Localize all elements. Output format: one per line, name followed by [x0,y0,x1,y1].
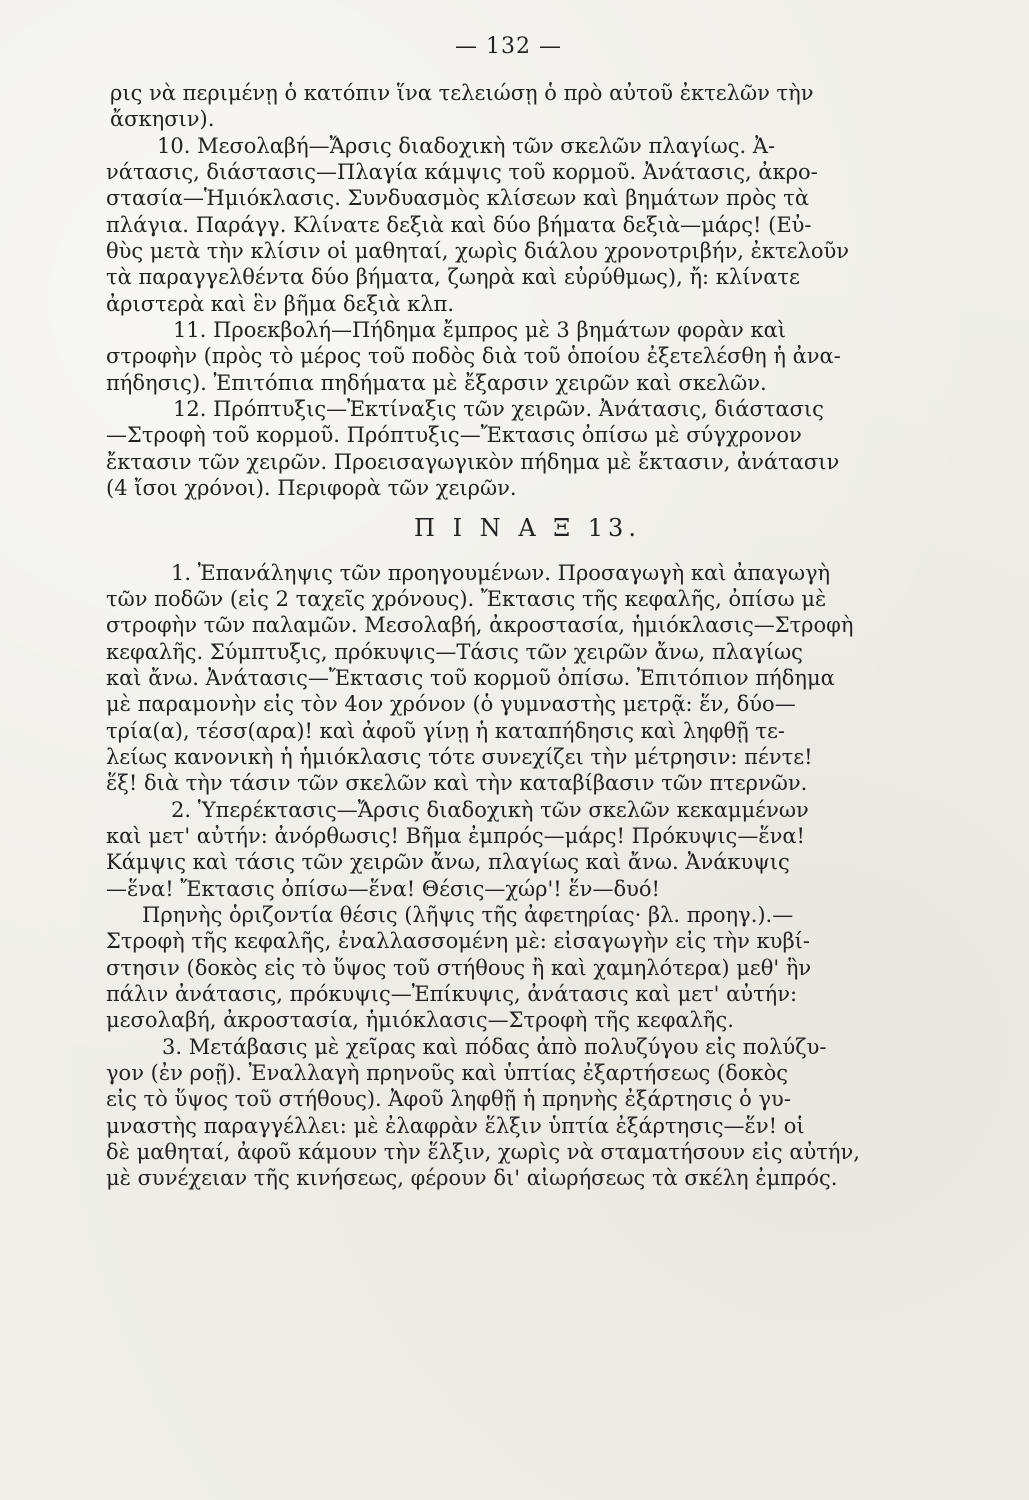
text-line-section-10: 2. Ὑπερέκτασις—Ἄρσις διαδοχικὴ τῶν σκελῶν κεκαμμένων [171,797,809,822]
text-line-section-06: μὲ παραμονὴν εἰς τὸν 4ον χρόνον (ὁ γυμναστὴς μετρᾷ: ἕν, δύο— [106,692,796,717]
text-line-intro-09: ἀριστερὰ καὶ ἓν βῆμα δεξιὰ κλπ. [106,291,455,316]
text-line-intro-10: 11. Προεκβολή—Πήδημα ἔμπρος μὲ 3 βημάτων φορὰν καὶ [173,318,787,343]
section-text-block [106,560,911,1192]
text-line-section-03: στροφὴν τῶν παλαμῶν. Μεσολαβή, ἀκροστασία, ἡμιόκλασις—Στροφὴ [106,613,854,638]
intro-text-block [106,80,911,502]
text-line-intro-04: νάτασις, διάστασις—Πλαγία κάμψις τοῦ κορμοῦ. Ἀνάτασις, ἀκρο- [106,160,818,185]
text-line-section-09: ἕξ! διὰ τὴν τάσιν τῶν σκελῶν καὶ τὴν καταβίβασιν τῶν πτερνῶν. [106,771,808,796]
text-line-intro-15: ἔκτασιν τῶν χειρῶν. Προεισαγωγικὸν πήδημα μὲ ἔκτασιν, ἀνάτασιν [106,449,840,474]
text-line-section-11: καὶ μετ' αὐτήν: ἀνόρθωσις! Βῆμα ἐμπρός—μάρς! Πρόκυψις—ἕνα! [106,823,805,848]
text-line-section-07: τρία(α), τέσσ(αρα)! καὶ ἀφοῦ γίνῃ ἡ καταπήδησις καὶ ληφθῇ τε- [106,718,785,743]
text-line-intro-13: 12. Πρόπτυξις—Ἐκτίναξις τῶν χειρῶν. Ἀνάτασις, διάστασις [173,397,824,422]
text-line-intro-05: στασία—Ἡμιόκλασις. Συνδυασμὸς κλίσεων καὶ βημάτων πρὸς τὰ [106,186,809,211]
text-line-section-05: καὶ ἄνω. Ἀνάτασις—Ἔκτασις τοῦ κορμοῦ ὀπίσω. Ἐπιτόπιον πήδημα [106,665,835,690]
text-line-section-13: —ἕνα! Ἔκτασις ὀπίσω—ἕνα! Θέσις—χώρ'! ἕν—δυό! [106,876,660,901]
text-line-intro-06: πλάγια. Παράγγ. Κλίνατε δεξιὰ καὶ δύο βήματα δεξιὰ—μάρς! (Εὐ- [106,212,812,237]
text-line-section-12: Κάμψις καὶ τάσις τῶν χειρῶν ἄνω, πλαγίως καὶ ἄνω. Ἀνάκυψις [106,850,790,875]
text-line-intro-12: πήδησις). Ἐπιτόπια πηδήματα μὲ ἔξαρσιν χειρῶν καὶ σκελῶν. [106,370,767,395]
section-title: Π Ι Ν Α Ξ 13. [414,513,641,542]
text-line-section-23: δὲ μαθηταί, ἀφοῦ κάμουν τὴν ἕλξιν, χωρὶς νὰ σταματήσουν εἰς αὐτήν, [106,1140,860,1165]
text-line-intro-16: (4 ἴσοι χρόνοι). Περιφορὰ τῶν χειρῶν. [106,476,517,501]
text-line-section-17: πάλιν ἀνάτασις, πρόκυψις—Ἐπίκυψις, ἀνάτασις καὶ μετ' αὐτήν: [106,982,798,1006]
text-line-section-04: κεφαλῆς. Σύμπτυξις, πρόκυψις—Τάσις τῶν χειρῶν ἄνω, πλαγίως [106,639,803,664]
text-line-section-08: λείως κανονικὴ ἡ ἡμιόκλασις τότε συνεχίζει τὴν μέτρησιν: πέντε! [106,744,813,769]
text-line-section-20: γον (ἐν ροῇ). Ἐναλλαγὴ πρηνοῦς καὶ ὑπτίας ἐξαρτήσεως (δοκὸς [106,1061,789,1086]
page-number: — 132 — [455,34,562,59]
text-line-section-24: μὲ συνέχειαν τῆς κινήσεως, φέρουν δι' αἰωρήσεως τὰ σκέλη ἐμπρός. [106,1166,838,1191]
text-line-section-01: 1. Ἐπανάληψις τῶν προηγουμένων. Προσαγωγὴ καὶ ἀπαγωγὴ [171,560,831,585]
text-line-section-02: τῶν ποδῶν (εἰς 2 ταχεῖς χρόνους). Ἔκτασις τῆς κεφαλῆς, ὀπίσω μὲ [106,586,827,611]
text-line-section-18: μεσολαβή, ἀκροστασία, ἡμιόκλασις—Στροφὴ τῆς κεφαλῆς. [106,1008,734,1033]
text-line-intro-03: 10. Μεσολαβή—Ἄρσις διαδοχικὴ τῶν σκελῶν πλαγίως. Ἀ- [157,133,776,158]
text-line-section-16: στησιν (δοκὸς εἰς τὸ ὕψος τοῦ στήθους ἢ καὶ χαμηλότερα) μεθ' ἣν [106,955,812,980]
text-line-section-19: 3. Μετάβασις μὲ χεῖρας καὶ πόδας ἀπὸ πολυζύγου εἰς πολύζυ- [162,1034,827,1059]
text-line-intro-07: θὺς μετὰ τὴν κλίσιν οἱ μαθηταί, χωρὶς διάλου χρονοτριβήν, ἐκτελοῦν [106,239,850,264]
text-line-intro-08: τὰ παραγγελθέντα δύο βήματα, ζωηρὰ καὶ εὐρύθμως), ἤ: κλίνατε [106,265,800,290]
text-line-section-21: εἰς τὸ ὕψος τοῦ στήθους). Ἀφοῦ ληφθῇ ἡ πρηνὴς ἐξάρτησις ὁ γυ- [106,1087,791,1112]
text-line-intro-02: ἄσκησιν). [110,107,215,132]
text-line-section-14: Πρηνὴς ὁριζοντία θέσις (λῆψις τῆς ἀφετηρίας· βλ. προηγ.).— [142,902,794,927]
text-line-intro-14: —Στροφὴ τοῦ κορμοῦ. Πρόπτυξις—Ἔκτασις ὀπίσω μὲ σύγχρονον [106,423,802,448]
text-line-intro-01: ρις νὰ περιμένῃ ὁ κατόπιν ἵνα τελειώσῃ ὁ πρὸ αὐτοῦ ἐκτελῶν τὴν [110,81,814,105]
text-line-section-22: μναστὴς παραγγέλλει: μὲ ἐλαφρὰν ἕλξιν ὑπτία ἐξάρτησις—ἕν! οἱ [106,1113,805,1138]
text-line-intro-11: στροφὴν (πρὸς τὸ μέρος τοῦ ποδὸς διὰ τοῦ ὁποίου ἐξετελέσθη ἡ ἀνα- [106,344,841,369]
text-line-section-15: Στροφὴ τῆς κεφαλῆς, ἐναλλασσομένη μὲ: εἰσαγωγὴν εἰς τὴν κυβί- [106,929,810,954]
